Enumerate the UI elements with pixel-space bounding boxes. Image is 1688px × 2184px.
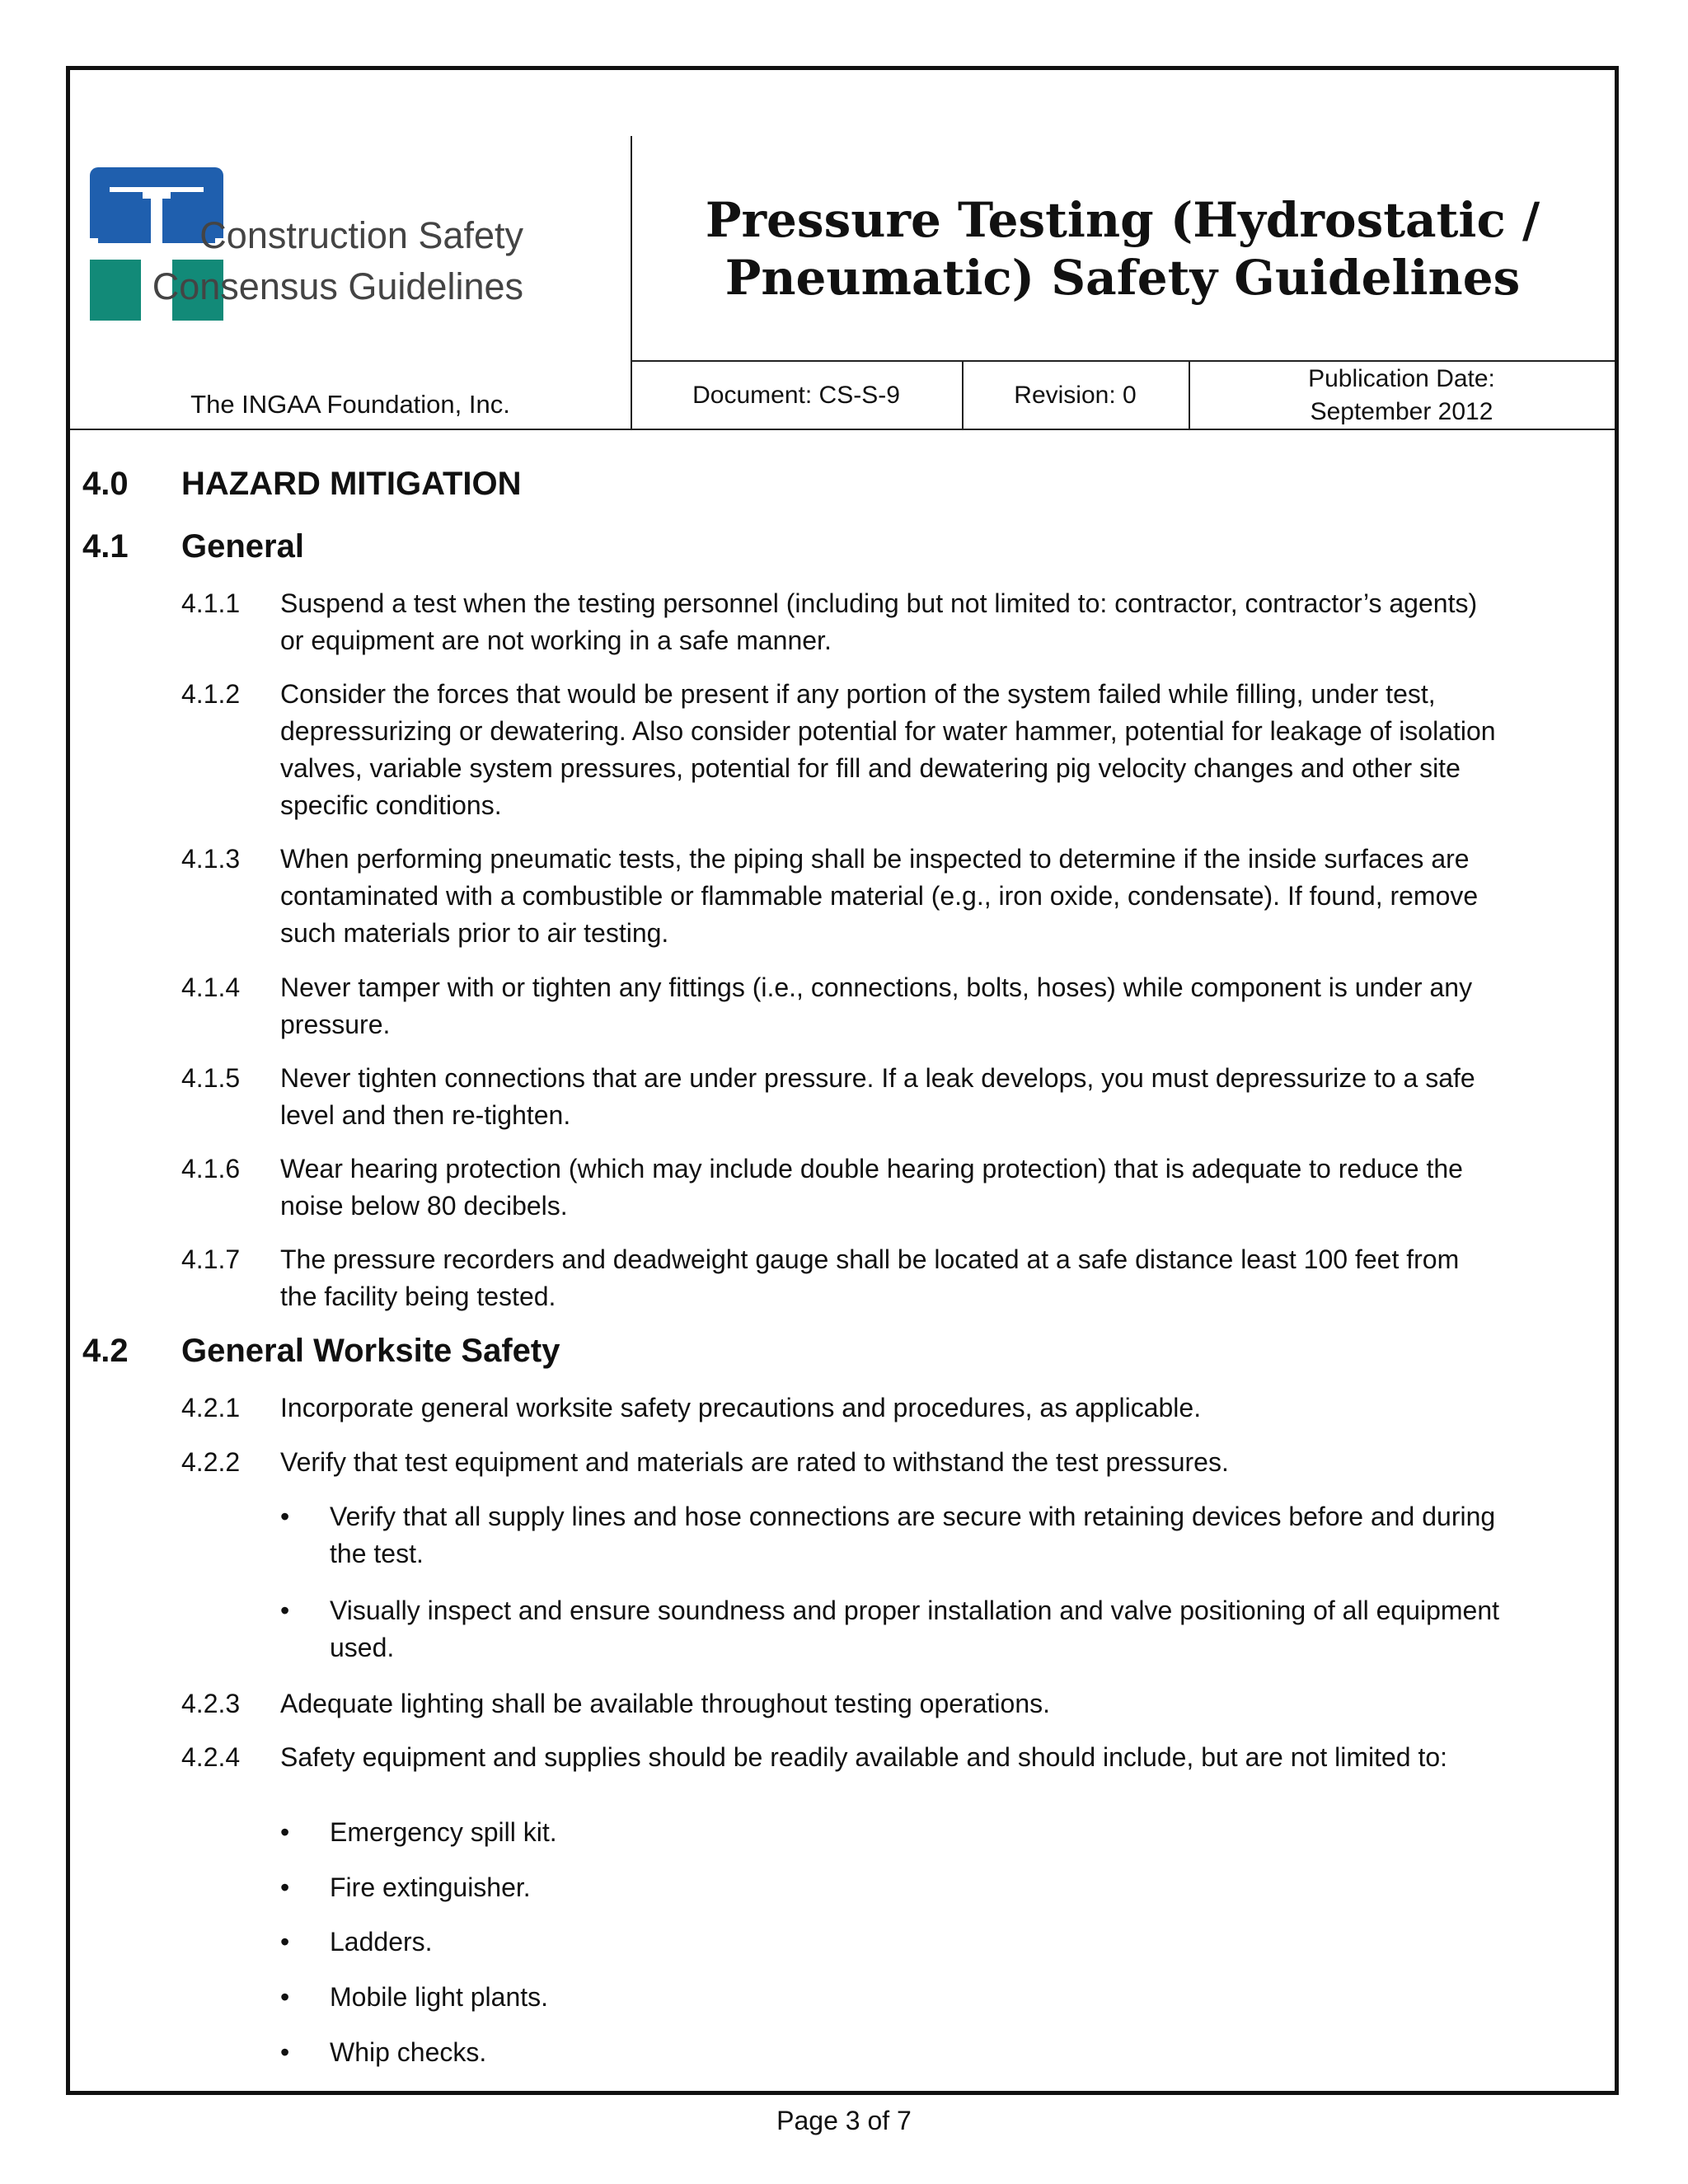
bullet-text: Mobile light plants. xyxy=(330,1982,549,2012)
item-number: 4.2.1 xyxy=(181,1393,241,1422)
item-number: 4.1.7 xyxy=(181,1244,241,1274)
logo-text xyxy=(62,210,523,312)
document-number: Document: CS-S-9 xyxy=(692,381,900,409)
bullet-icon: • xyxy=(280,1927,290,1957)
item-text: Verify that test equipment and materials are rated to withstand the test pressures. xyxy=(280,1447,1229,1477)
item-number: 4.1.5 xyxy=(181,1063,241,1093)
item-text: The pressure recorders and deadweight gauge shall be located at a safe distance least 100 feet from the facility being tested. xyxy=(280,1244,1460,1311)
logo-text-line1: Construction Safety xyxy=(199,214,523,256)
bullet-text: Verify that all supply lines and hose connections are secure with retaining devices before and during the test. xyxy=(330,1502,1496,1568)
item-text: When performing pneumatic tests, the piping shall be inspected to determine if the inside surfaces are contaminated with a combustible or flammable material (e.g., iron oxide, condensate). If found, remove such materials prior to air testing. xyxy=(280,844,1479,948)
item-text: Adequate lighting shall be available throughout testing operations. xyxy=(280,1689,1050,1718)
item-text: Never tamper with or tighten any fittings (i.e., connections, bolts, hoses) while component is under any pressure. xyxy=(280,972,1473,1039)
title-line1: Pressure Testing (Hydrostatic / xyxy=(705,192,1540,248)
item-number: 4.1.6 xyxy=(181,1154,241,1183)
revision-number: Revision: 0 xyxy=(1014,381,1137,409)
bullet-text: Fire extinguisher. xyxy=(330,1872,531,1902)
bullet-icon: • xyxy=(280,2037,290,2067)
bullet-text: Ladders. xyxy=(330,1927,433,1957)
organization-name: The INGAA Foundation, Inc. xyxy=(190,390,510,419)
subsection-number: 4.1 xyxy=(82,528,129,565)
bullet-icon: • xyxy=(280,1872,290,1902)
item-number: 4.2.3 xyxy=(181,1689,241,1718)
publication-date-label: Publication Date: xyxy=(1308,364,1495,392)
section-number: 4.0 xyxy=(82,466,129,502)
logo-text-line2: Consensus Guidelines xyxy=(152,265,523,307)
bullet-text: Whip checks. xyxy=(330,2037,487,2067)
item-text: Safety equipment and supplies should be readily available and should include, but are not limited to: xyxy=(280,1742,1448,1772)
item-number: 4.2.4 xyxy=(181,1742,241,1772)
subsection-number: 4.2 xyxy=(82,1333,129,1369)
item-number: 4.1.1 xyxy=(181,588,241,618)
bullet-icon: • xyxy=(280,1502,290,1531)
item-number: 4.1.2 xyxy=(181,679,241,709)
bullet-icon: • xyxy=(280,1596,290,1625)
document-title xyxy=(631,191,1615,307)
item-number: 4.2.2 xyxy=(181,1447,241,1477)
bullet-text: Visually inspect and ensure soundness and proper installation and valve positioning of all equipment used. xyxy=(330,1596,1499,1662)
page-number: Page 3 of 7 xyxy=(776,2106,912,2135)
item-text: Wear hearing protection (which may include double hearing protection) that is adequate to reduce the noise below 80 decibels. xyxy=(280,1154,1463,1221)
item-number: 4.1.3 xyxy=(181,844,241,874)
item-text: Incorporate general worksite safety precautions and procedures, as applicable. xyxy=(280,1393,1202,1422)
publication-date xyxy=(1189,360,1615,430)
publication-date-value: September 2012 xyxy=(1310,397,1493,425)
subsection-title: General Worksite Safety xyxy=(181,1333,560,1369)
bullet-icon: • xyxy=(280,1982,290,2012)
title-line2: Pneumatic) Safety Guidelines xyxy=(724,250,1521,306)
item-text: Suspend a test when the testing personnel (including but not limited to: contractor, contractor’s agents) or equipment are not working in a safe manner. xyxy=(280,588,1478,655)
item-text: Never tighten connections that are under pressure. If a leak develops, you must depressurize to a safe level and then re-tighten. xyxy=(280,1063,1475,1130)
section-title: HAZARD MITIGATION xyxy=(181,466,522,502)
bullet-text: Emergency spill kit. xyxy=(330,1817,557,1847)
bullet-icon: • xyxy=(280,1817,290,1847)
subsection-title: General xyxy=(181,528,304,565)
item-text: Consider the forces that would be present if any portion of the system failed while filling, under test, depressurizing or dewatering. Also consider potential for water hammer, potential for leakage of isolation valves, variable system pressures, potential for fill and dewatering pig velocity changes and other site specific conditions. xyxy=(280,679,1496,820)
item-number: 4.1.4 xyxy=(181,972,241,1002)
